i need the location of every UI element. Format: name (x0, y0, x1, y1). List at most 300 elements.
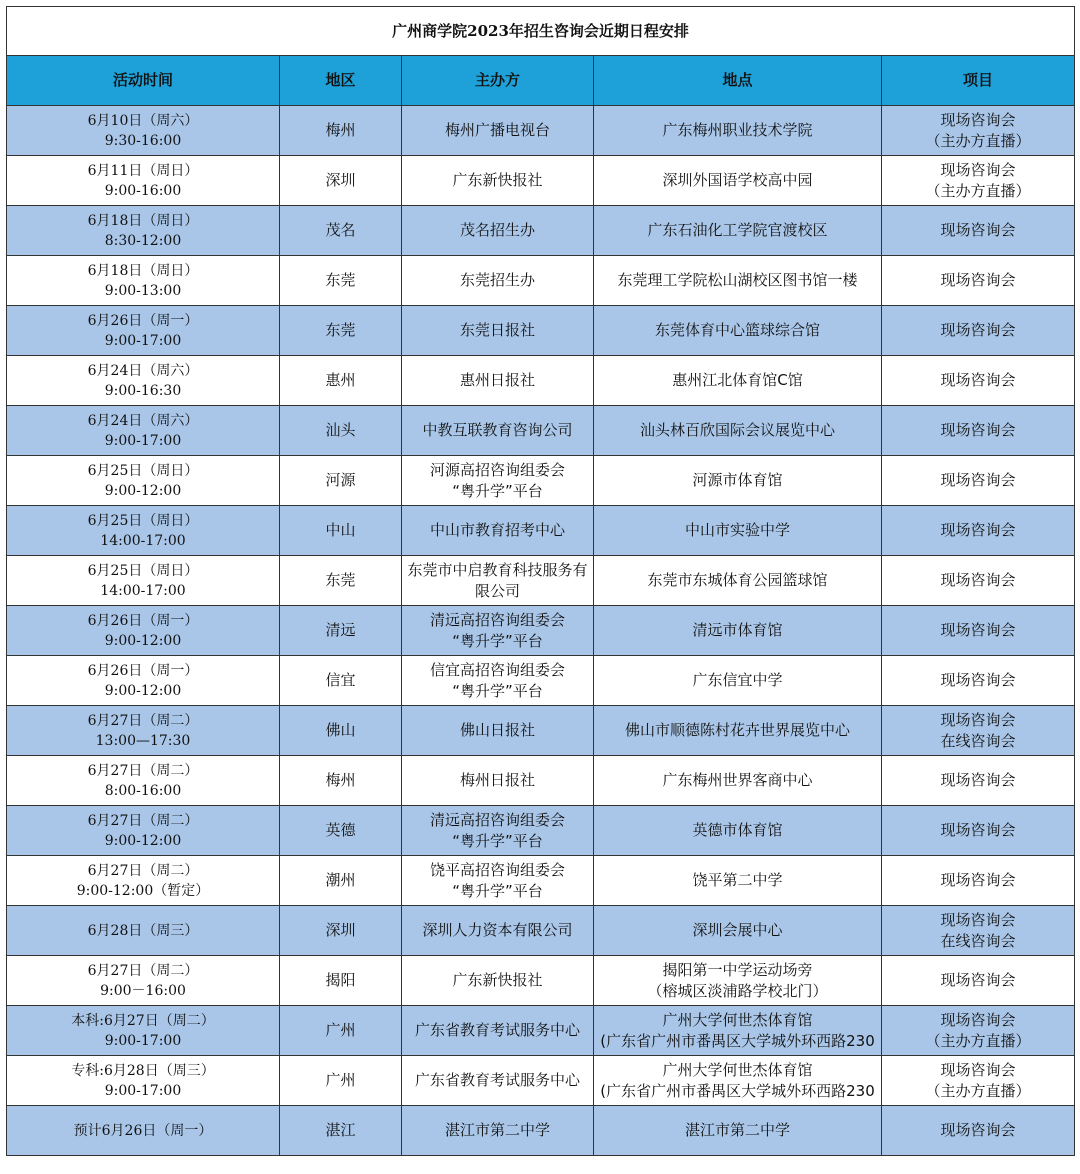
host-line: 广东省教育考试服务中心 (414, 1071, 580, 1089)
cell-item (882, 1106, 1075, 1156)
cell-item (882, 206, 1075, 256)
activity-date: 6月26日（周一） (87, 312, 199, 329)
venue-line: (广东省广州市番禺区大学城外环西路230 (600, 1031, 875, 1050)
cell-host-text (404, 560, 591, 602)
cell-item-text (884, 970, 1072, 991)
item-line: 现场咨询会 (940, 771, 1016, 789)
activity-hours: 13:00—17:30 (95, 732, 191, 749)
header-row (7, 56, 1075, 106)
cell-item (882, 956, 1075, 1006)
cell-item (882, 506, 1075, 556)
venue-line: 东莞理工学院松山湖校区图书馆一楼 (617, 271, 858, 289)
cell-host-text (404, 610, 591, 652)
table-row (7, 306, 1075, 356)
cell-item-text (884, 1120, 1072, 1141)
item-line: 在线咨询会 (940, 731, 1016, 750)
host-line: 中教互联教育咨询公司 (422, 421, 573, 439)
cell-region: 英德 (280, 806, 402, 856)
cell-item-text (884, 1010, 1072, 1052)
table-row (7, 456, 1075, 506)
header-time: 活动时间 (7, 56, 280, 106)
activity-hours: 14:00-17:00 (100, 582, 186, 599)
host-line: 信宜高招咨询组委会 (429, 660, 565, 679)
cell-item (882, 156, 1075, 206)
cell-venue (594, 806, 882, 856)
cell-time (7, 706, 280, 756)
header-item: 项目 (882, 56, 1075, 106)
activity-hours: 9:00-12:00（暂定） (76, 882, 210, 899)
cell-item (882, 356, 1075, 406)
cell-time (7, 656, 280, 706)
venue-line: 广州大学何世杰体育馆 (662, 1010, 813, 1029)
activity-hours: 9:00－16:00 (100, 982, 186, 999)
cell-venue-text (596, 170, 879, 191)
cell-host (402, 206, 594, 256)
item-line: 现场咨询会 (940, 521, 1016, 539)
cell-host (402, 1006, 594, 1056)
cell-region: 汕头 (280, 406, 402, 456)
cell-host (402, 306, 594, 356)
cell-item-text (884, 710, 1072, 752)
cell-region: 梅州 (280, 756, 402, 806)
cell-host (402, 906, 594, 956)
cell-item (882, 606, 1075, 656)
venue-line: 佛山市顺德陈村花卉世界展览中心 (624, 721, 850, 739)
cell-region: 信宜 (280, 656, 402, 706)
header-host: 主办方 (402, 56, 594, 106)
item-line: 现场咨询会 (940, 1060, 1016, 1079)
cell-host (402, 156, 594, 206)
activity-date: 本科:6月27日（周二） (71, 1012, 215, 1029)
item-line: 现场咨询会 (940, 271, 1016, 289)
cell-host (402, 606, 594, 656)
cell-region: 梅州 (280, 106, 402, 156)
activity-date: 专科:6月28日（周三） (71, 1062, 215, 1079)
cell-item-text (884, 1060, 1072, 1102)
table-row (7, 1056, 1075, 1106)
cell-item-text (884, 870, 1072, 891)
cell-host (402, 1106, 594, 1156)
cell-item-text (884, 520, 1072, 541)
activity-date: 6月26日（周一） (87, 662, 199, 679)
cell-item (882, 656, 1075, 706)
cell-region: 深圳 (280, 156, 402, 206)
item-line: 现场咨询会 (940, 971, 1016, 989)
cell-host (402, 256, 594, 306)
cell-time (7, 406, 280, 456)
host-line: 广东省教育考试服务中心 (414, 1021, 580, 1039)
cell-region: 湛江 (280, 1106, 402, 1156)
cell-item (882, 106, 1075, 156)
table-row (7, 1106, 1075, 1156)
activity-hours: 9:00-16:00 (104, 182, 182, 199)
cell-venue-text (596, 770, 879, 791)
cell-host (402, 856, 594, 906)
cell-venue-text (596, 670, 879, 691)
table-row (7, 656, 1075, 706)
host-line: 东莞市中启教育科技服务有 (407, 560, 588, 579)
table-row (7, 406, 1075, 456)
cell-item (882, 706, 1075, 756)
cell-region: 东莞 (280, 306, 402, 356)
table-row (7, 906, 1075, 956)
cell-item (882, 306, 1075, 356)
activity-hours: 9:00-12:00 (104, 832, 182, 849)
venue-line: 河源市体育馆 (692, 471, 783, 489)
cell-venue-text (596, 1060, 879, 1102)
host-line: 东莞招生办 (459, 271, 535, 289)
activity-hours: 9:00-17:00 (104, 332, 182, 349)
cell-host-text (404, 460, 591, 502)
cell-venue-text (596, 520, 879, 541)
cell-host-text (404, 320, 591, 341)
venue-line: 深圳外国语学校高中园 (662, 171, 813, 189)
cell-time (7, 206, 280, 256)
activity-hours: 14:00-17:00 (100, 532, 186, 549)
table-row (7, 606, 1075, 656)
activity-hours: 9:30-16:00 (104, 132, 182, 149)
host-line: 惠州日报社 (459, 371, 535, 389)
activity-date: 6月25日（周日） (87, 512, 199, 529)
cell-venue-text (596, 220, 879, 241)
cell-venue (594, 706, 882, 756)
cell-host (402, 556, 594, 606)
cell-region: 茂名 (280, 206, 402, 256)
item-line: （主办方直播） (925, 131, 1031, 150)
table-row (7, 156, 1075, 206)
item-line: 现场咨询会 (940, 160, 1016, 179)
item-line: （主办方直播） (925, 1031, 1031, 1050)
activity-date: 6月11日（周日） (87, 162, 199, 179)
cell-venue-text (596, 570, 879, 591)
cell-time (7, 856, 280, 906)
activity-hours: 9:00-17:00 (104, 432, 182, 449)
activity-hours: 9:00-12:00 (104, 682, 182, 699)
cell-venue (594, 606, 882, 656)
cell-venue (594, 456, 882, 506)
cell-item (882, 1006, 1075, 1056)
cell-venue-text (596, 820, 879, 841)
cell-venue (594, 1056, 882, 1106)
activity-date: 预计6月26日（周一） (73, 1122, 213, 1139)
cell-time (7, 956, 280, 1006)
cell-host (402, 756, 594, 806)
host-line: “粤升学”平台 (452, 631, 543, 650)
cell-venue-text (596, 420, 879, 441)
cell-host (402, 1056, 594, 1106)
cell-item-text (884, 820, 1072, 841)
cell-time (7, 556, 280, 606)
cell-item (882, 756, 1075, 806)
cell-item-text (884, 220, 1072, 241)
venue-line: 英德市体育馆 (692, 821, 783, 839)
cell-venue (594, 356, 882, 406)
item-line: 在线咨询会 (940, 931, 1016, 950)
activity-hours: 8:00-16:00 (104, 782, 182, 799)
host-line: 佛山日报社 (459, 721, 535, 739)
cell-venue (594, 656, 882, 706)
cell-host (402, 406, 594, 456)
cell-item (882, 856, 1075, 906)
activity-hours: 9:00-16:30 (104, 382, 182, 399)
host-line: 东莞日报社 (459, 321, 535, 339)
cell-item-text (884, 160, 1072, 202)
cell-venue-text (596, 960, 879, 1002)
venue-line: 广东梅州世界客商中心 (662, 771, 813, 789)
cell-venue-text (596, 1010, 879, 1052)
cell-item (882, 456, 1075, 506)
cell-time (7, 506, 280, 556)
venue-line: 广东梅州职业技术学院 (662, 121, 813, 139)
venue-line: 饶平第二中学 (692, 871, 783, 889)
activity-date: 6月25日（周日） (87, 562, 199, 579)
cell-host (402, 956, 594, 1006)
cell-host-text (404, 920, 591, 941)
cell-item-text (884, 370, 1072, 391)
table-row (7, 256, 1075, 306)
cell-venue-text (596, 720, 879, 741)
item-line: （主办方直播） (925, 1081, 1031, 1100)
table-row (7, 706, 1075, 756)
item-line: 现场咨询会 (940, 471, 1016, 489)
cell-venue-text (596, 120, 879, 141)
cell-venue (594, 1006, 882, 1056)
venue-line: （榕城区淡浦路学校北门） (647, 981, 828, 1000)
cell-venue-text (596, 1120, 879, 1141)
table-row (7, 106, 1075, 156)
activity-date: 6月24日（周六） (87, 362, 199, 379)
venue-line: 清远市体育馆 (692, 621, 783, 639)
cell-time (7, 256, 280, 306)
activity-date: 6月28日（周三） (87, 922, 199, 939)
cell-region: 佛山 (280, 706, 402, 756)
cell-venue (594, 556, 882, 606)
venue-line: 广东石油化工学院官渡校区 (647, 221, 828, 239)
cell-time (7, 606, 280, 656)
cell-item-text (884, 110, 1072, 152)
venue-line: 广州大学何世杰体育馆 (662, 1060, 813, 1079)
host-line: 湛江市第二中学 (444, 1121, 550, 1139)
cell-host (402, 806, 594, 856)
cell-region: 深圳 (280, 906, 402, 956)
cell-venue-text (596, 270, 879, 291)
activity-hours: 9:00-17:00 (104, 1032, 182, 1049)
item-line: 现场咨询会 (940, 1121, 1016, 1139)
cell-host-text (404, 720, 591, 741)
cell-time (7, 356, 280, 406)
item-line: 现场咨询会 (940, 571, 1016, 589)
item-line: 现场咨询会 (940, 671, 1016, 689)
activity-hours: 9:00-12:00 (104, 482, 182, 499)
host-line: 广东新快报社 (452, 971, 543, 989)
table-row (7, 806, 1075, 856)
cell-time (7, 1106, 280, 1156)
item-line: （主办方直播） (925, 181, 1031, 200)
cell-venue (594, 206, 882, 256)
cell-host-text (404, 860, 591, 902)
schedule-table (6, 6, 1075, 1156)
venue-line: 中山市实验中学 (684, 521, 790, 539)
cell-item-text (884, 620, 1072, 641)
host-line: “粤升学”平台 (452, 481, 543, 500)
host-line: “粤升学”平台 (452, 881, 543, 900)
table-row (7, 1006, 1075, 1056)
venue-line: 广东信宜中学 (692, 671, 783, 689)
host-line: 河源高招咨询组委会 (429, 460, 565, 479)
cell-host (402, 656, 594, 706)
host-line: 深圳人力资本有限公司 (422, 921, 573, 939)
host-line: 限公司 (474, 581, 520, 600)
cell-region: 揭阳 (280, 956, 402, 1006)
cell-item (882, 406, 1075, 456)
cell-venue (594, 106, 882, 156)
cell-host (402, 106, 594, 156)
cell-region: 东莞 (280, 256, 402, 306)
cell-time (7, 106, 280, 156)
cell-item (882, 556, 1075, 606)
host-line: “粤升学”平台 (452, 681, 543, 700)
cell-item-text (884, 570, 1072, 591)
cell-host-text (404, 170, 591, 191)
cell-item-text (884, 320, 1072, 341)
activity-date: 6月27日（周二） (87, 762, 199, 779)
table-title: 广州商学院2023年招生咨询会近期日程安排 (7, 7, 1075, 56)
activity-date: 6月24日（周六） (87, 412, 199, 429)
venue-line: 汕头林百欣国际会议展览中心 (639, 421, 835, 439)
cell-host-text (404, 810, 591, 852)
cell-item (882, 806, 1075, 856)
activity-date: 6月27日（周二） (87, 812, 199, 829)
cell-region: 广州 (280, 1006, 402, 1056)
item-line: 现场咨询会 (940, 910, 1016, 929)
cell-host-text (404, 1120, 591, 1141)
header-venue: 地点 (594, 56, 882, 106)
cell-time (7, 756, 280, 806)
table-row (7, 756, 1075, 806)
cell-item-text (884, 470, 1072, 491)
cell-venue (594, 156, 882, 206)
item-line: 现场咨询会 (940, 110, 1016, 129)
cell-venue (594, 1106, 882, 1156)
venue-line: 揭阳第一中学运动场旁 (662, 960, 813, 979)
table-body (7, 106, 1075, 1156)
cell-venue-text (596, 470, 879, 491)
cell-time (7, 456, 280, 506)
cell-host (402, 356, 594, 406)
venue-line: 湛江市第二中学 (684, 1121, 790, 1139)
cell-venue (594, 406, 882, 456)
cell-item (882, 1056, 1075, 1106)
activity-date: 6月27日（周二） (87, 712, 199, 729)
item-line: 现场咨询会 (940, 871, 1016, 889)
cell-host-text (404, 770, 591, 791)
cell-host-text (404, 520, 591, 541)
table-row (7, 856, 1075, 906)
cell-time (7, 1006, 280, 1056)
cell-venue-text (596, 870, 879, 891)
cell-item-text (884, 670, 1072, 691)
cell-item-text (884, 910, 1072, 952)
cell-time (7, 806, 280, 856)
host-line: 梅州日报社 (459, 771, 535, 789)
cell-host-text (404, 970, 591, 991)
item-line: 现场咨询会 (940, 321, 1016, 339)
item-line: 现场咨询会 (940, 371, 1016, 389)
item-line: 现场咨询会 (940, 710, 1016, 729)
cell-region: 东莞 (280, 556, 402, 606)
activity-hours: 8:30-12:00 (104, 232, 182, 249)
cell-item (882, 256, 1075, 306)
cell-host (402, 706, 594, 756)
host-line: 中山市教育招考中心 (429, 521, 565, 539)
activity-hours: 9:00-13:00 (104, 282, 182, 299)
cell-host-text (404, 120, 591, 141)
cell-item-text (884, 420, 1072, 441)
activity-date: 6月27日（周二） (87, 962, 199, 979)
activity-date: 6月26日（周一） (87, 612, 199, 629)
host-line: 清远高招咨询组委会 (429, 610, 565, 629)
schedule-sheet (6, 6, 1074, 1156)
item-line: 现场咨询会 (940, 621, 1016, 639)
cell-region: 惠州 (280, 356, 402, 406)
host-line: 广东新快报社 (452, 171, 543, 189)
cell-host-text (404, 270, 591, 291)
cell-venue (594, 906, 882, 956)
cell-host-text (404, 660, 591, 702)
cell-venue-text (596, 320, 879, 341)
item-line: 现场咨询会 (940, 821, 1016, 839)
cell-time (7, 306, 280, 356)
cell-host-text (404, 420, 591, 441)
activity-date: 6月10日（周六） (87, 112, 199, 129)
cell-venue (594, 306, 882, 356)
cell-venue-text (596, 920, 879, 941)
cell-venue (594, 856, 882, 906)
cell-host (402, 456, 594, 506)
cell-region: 潮州 (280, 856, 402, 906)
activity-hours: 9:00-12:00 (104, 632, 182, 649)
cell-time (7, 1056, 280, 1106)
host-line: 茂名招生办 (459, 221, 535, 239)
table-row (7, 506, 1075, 556)
host-line: “粤升学”平台 (452, 831, 543, 850)
host-line: 饶平高招咨询组委会 (429, 860, 565, 879)
cell-venue (594, 956, 882, 1006)
table-row (7, 556, 1075, 606)
cell-region: 广州 (280, 1056, 402, 1106)
venue-line: 惠州江北体育馆C馆 (672, 371, 803, 389)
activity-hours: 9:00-17:00 (104, 1082, 182, 1099)
cell-host-text (404, 1020, 591, 1041)
cell-time (7, 906, 280, 956)
host-line: 梅州广播电视台 (444, 121, 550, 139)
cell-host-text (404, 370, 591, 391)
cell-venue-text (596, 370, 879, 391)
table-row (7, 356, 1075, 406)
venue-line: 深圳会展中心 (692, 921, 783, 939)
cell-item (882, 906, 1075, 956)
cell-region: 中山 (280, 506, 402, 556)
cell-host (402, 506, 594, 556)
activity-date: 6月27日（周二） (87, 862, 199, 879)
cell-venue (594, 256, 882, 306)
activity-date: 6月18日（周日） (87, 262, 199, 279)
host-line: 清远高招咨询组委会 (429, 810, 565, 829)
table-row (7, 206, 1075, 256)
cell-time (7, 156, 280, 206)
venue-line: 东莞市东城体育公园篮球馆 (647, 571, 828, 589)
item-line: 现场咨询会 (940, 221, 1016, 239)
